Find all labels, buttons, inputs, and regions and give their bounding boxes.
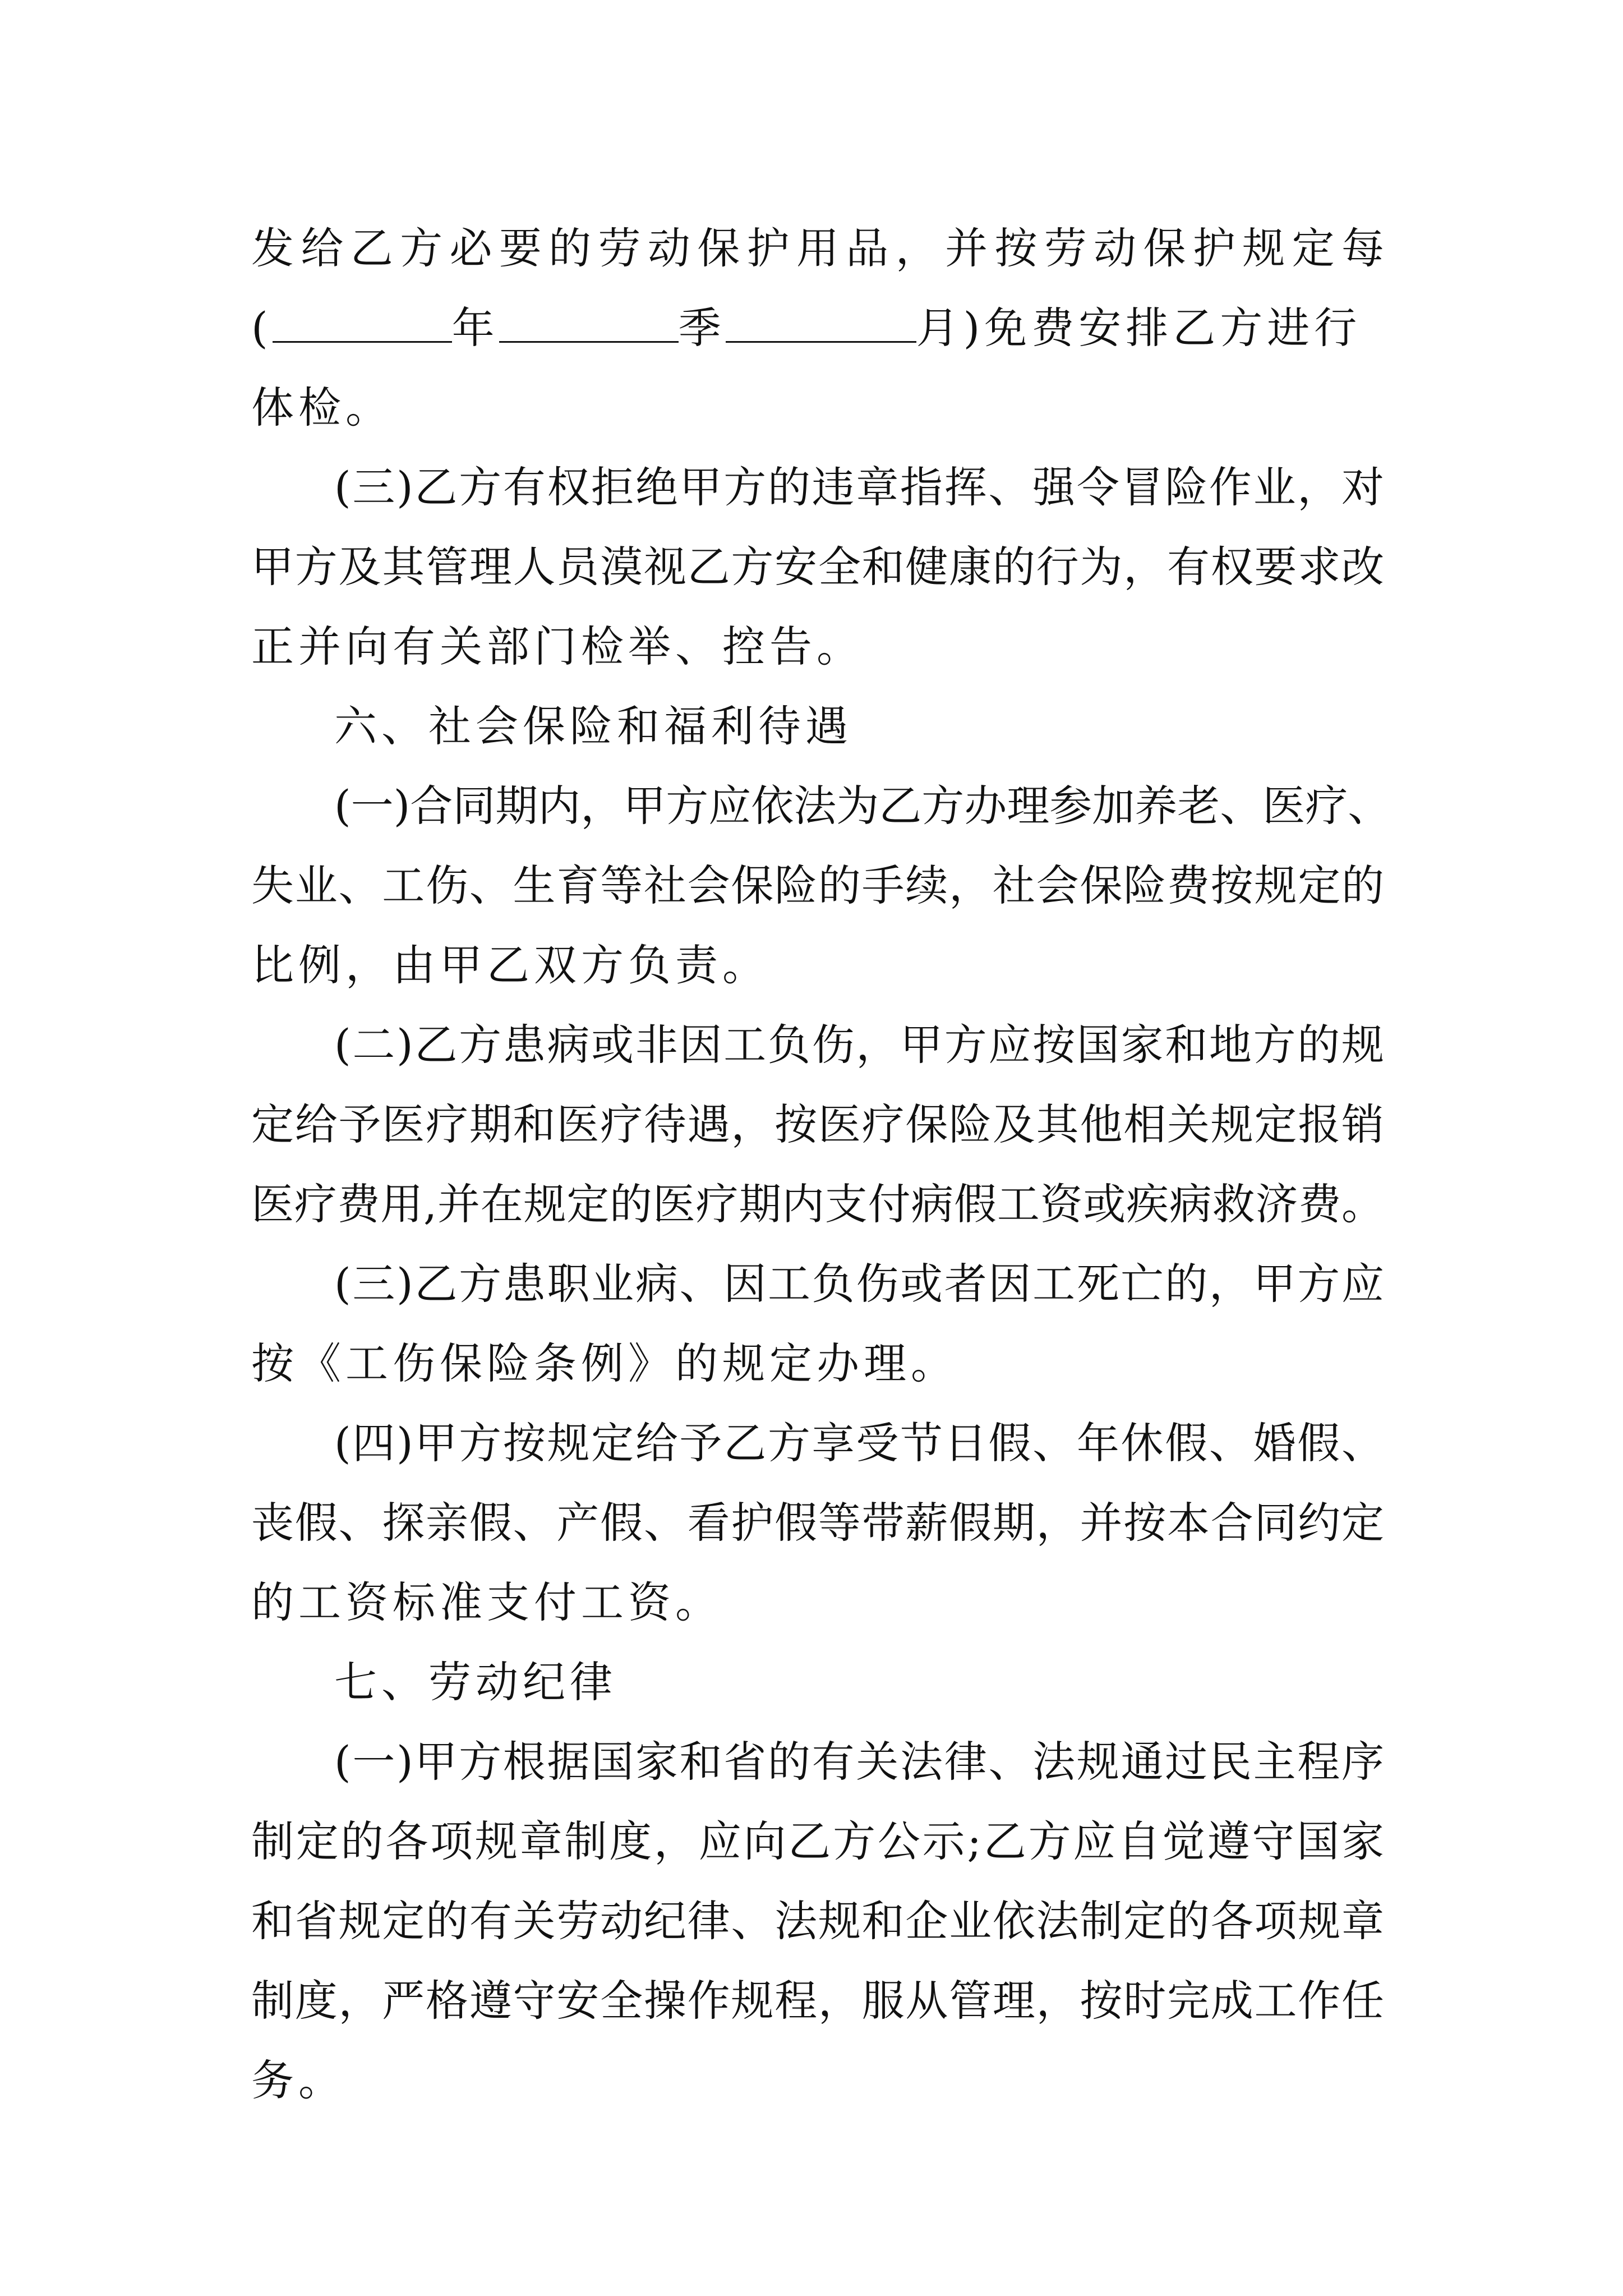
text-line: 体检。 [251,383,393,432]
text-line: 制定的各项规章制度，应向乙方公示;乙方应自觉遵守国家 [251,1816,1384,1866]
blank-month [726,307,916,343]
text-line: 甲方及其管理人员漠视乙方安全和健康的行为，有权要求改 [251,542,1384,592]
season-label: 季 [678,303,726,353]
blank-season [499,307,679,343]
text-line: 和省规定的有关劳动纪律、法规和企业依法制定的各项规章 [251,1896,1384,1946]
text-line: 按《工伤保险条例》的规定办理。 [251,1338,958,1388]
paragraph-start: (三)乙方有权拒绝甲方的违章指挥、强令冒险作业，对 [334,462,1384,512]
section-heading: 六、社会保险和福利待遇 [334,701,852,751]
text-line: 的工资标准支付工资。 [251,1577,722,1627]
section-heading: 七、劳动纪律 [334,1657,617,1707]
year-label: 年 [451,303,499,353]
text-line: 发给乙方必要的劳动保护用品，并按劳动保护规定每 [251,223,1384,273]
text-line: 正并向有关部门检举、控告。 [251,622,864,671]
text-line: 务。 [251,2055,345,2105]
paragraph-start: (二)乙方患病或非因工负伤，甲方应按国家和地方的规 [334,1020,1384,1070]
paragraph-start: (一)合同期内，甲方应依法为乙方办理参加养老、医疗、 [334,781,1391,831]
text-line: 定给予医疗期和医疗待遇，按医疗保险及其他相关规定报销 [251,1099,1384,1149]
blank-year [273,307,452,343]
paragraph-start: (三)乙方患职业病、因工负伤或者因工死亡的，甲方应 [334,1259,1384,1309]
paragraph-start: (一)甲方根据国家和省的有关法律、法规通过民主程序 [334,1737,1384,1787]
paragraph-start: (四)甲方按规定给予乙方享受节日假、年休假、婚假、 [334,1418,1384,1468]
open-paren: ( [251,303,273,353]
text-line: 医疗费用,并在规定的医疗期内支付病假工资或疾病救济费。 [251,1179,1384,1229]
text-line: 丧假、探亲假、产假、看护假等带薪假期，并按本合同约定 [251,1498,1384,1548]
month-label: 月)免费安排乙方进行 [916,303,1362,353]
text-line: 失业、工伤、生育等社会保险的手续，社会保险费按规定的 [251,861,1384,910]
text-line: 比例，由甲乙双方负责。 [251,940,769,990]
checkup-frequency-line [251,288,1384,368]
document-body [251,209,1391,2120]
text-line: 制度，严格遵守安全操作规程，服从管理，按时完成工作任 [251,1976,1384,2026]
